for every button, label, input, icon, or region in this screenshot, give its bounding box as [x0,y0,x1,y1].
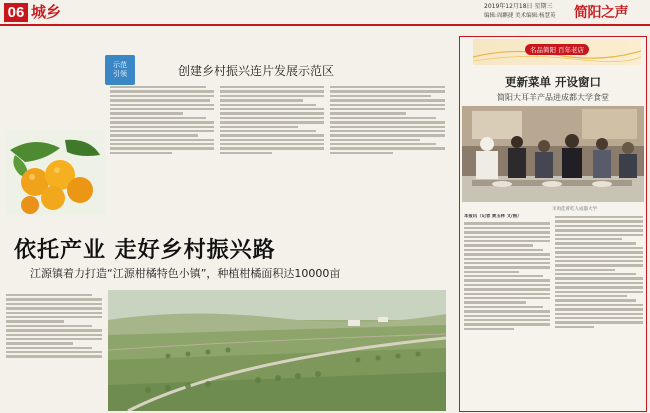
tag-line-2: 引领 [113,70,127,78]
article-body-lower [6,292,102,410]
brand-banner [473,39,641,65]
cafeteria-photo [462,106,644,202]
main-headline: 依托产业 走好乡村振兴路 [14,238,276,263]
orchard-aerial-photo [108,290,446,411]
editor-line: 编辑:周麒捷 美术编辑:杨慧英 [484,13,556,19]
article-body-column-1 [110,84,214,209]
tag-line-1: 示范 [113,61,127,69]
article-subheading: 创建乡村振兴连片发展示范区 [178,64,335,78]
photo-caption: 羊肉佳肴吃人成都大学 [552,207,597,212]
right-body-column-2 [555,214,643,410]
header-rule [0,24,650,26]
article-body-column-2 [220,84,324,209]
main-deck: 江源镇着力打造“江源柑橘特色小镇”，种植柑橘面积达10000亩 [30,267,341,280]
date-line: 2019年12月18日 星期三 [484,3,553,10]
right-body-column-1 [464,214,550,410]
orange-fruit-photo [5,130,105,215]
right-headline: 更新菜单 开设窗口 [504,75,601,89]
byline: 本报讯（记者 黄玉林 文/图） [464,214,522,219]
brand-logo: 简阳之声 [574,5,628,21]
banner-text: 名品简阳 百年老店 [529,46,585,54]
page-header [0,0,650,26]
article-body-column-3 [330,84,445,209]
page-number: 06 [4,3,28,22]
section-title: 城乡 [31,3,62,21]
section-tag [105,55,135,85]
right-deck: 简阳大耳羊产品进成都大学食堂 [497,93,609,102]
